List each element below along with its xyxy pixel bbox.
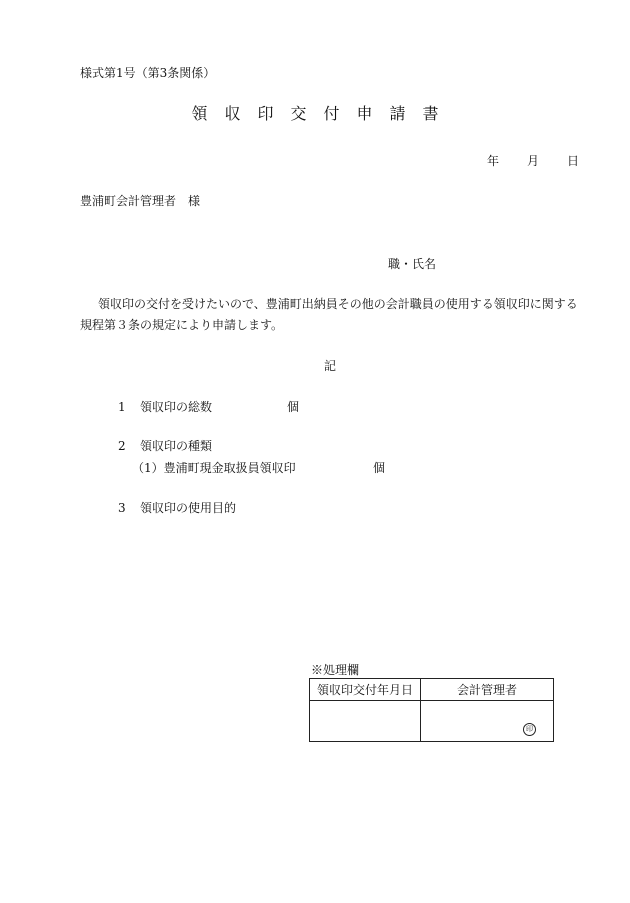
day-label: 日 bbox=[567, 154, 580, 168]
item-label: 領収印の総数 bbox=[140, 400, 213, 414]
table-header-row bbox=[310, 679, 554, 701]
item-seal-type bbox=[118, 437, 212, 454]
item-number: 1 bbox=[118, 400, 126, 414]
table-row bbox=[310, 701, 554, 742]
issue-date-cell bbox=[310, 701, 421, 742]
item-number: 3 bbox=[118, 501, 126, 515]
month-label: 月 bbox=[527, 154, 540, 168]
applicant-name-label: 職・氏名 bbox=[388, 257, 437, 271]
form-number: 様式第1号（第3条関係） bbox=[80, 66, 216, 80]
header-accounting-manager: 会計管理者 bbox=[421, 679, 554, 701]
year-label: 年 bbox=[487, 154, 500, 168]
seal-mark-icon: 印 bbox=[523, 723, 536, 736]
processing-label: ※処理欄 bbox=[311, 663, 360, 677]
item-usage-purpose bbox=[118, 499, 236, 516]
record-mark: 記 bbox=[323, 359, 336, 373]
manager-seal-cell bbox=[421, 701, 554, 742]
item-unit: 個 bbox=[287, 400, 300, 414]
item-total-count bbox=[118, 398, 212, 415]
body-text: 領収印の交付を受けたいので、豊浦町出納員その他の会計職員の使用する領収印に関する規程第３条の規定により申請します。 bbox=[80, 297, 578, 332]
item-label: 領収印の種類 bbox=[140, 439, 213, 453]
processing-table bbox=[309, 678, 554, 742]
document-title: 領収印交付申請書 bbox=[191, 104, 456, 123]
item-unit: 個 bbox=[373, 461, 386, 475]
addressee: 豊浦町会計管理者 様 bbox=[80, 194, 201, 208]
item-sub-label: （1）豊浦町現金取扱員領収印 bbox=[132, 461, 296, 475]
item-number: 2 bbox=[118, 439, 126, 453]
date-line bbox=[487, 152, 579, 169]
item-label: 領収印の使用目的 bbox=[140, 501, 237, 515]
header-issue-date: 領収印交付年月日 bbox=[310, 679, 421, 701]
